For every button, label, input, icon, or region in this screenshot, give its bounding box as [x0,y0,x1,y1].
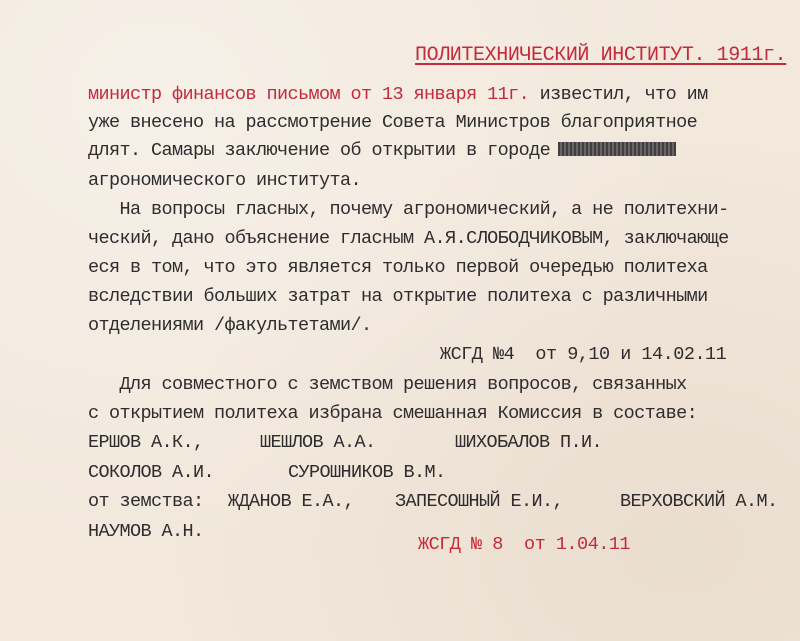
member-naumov: НАУМОВ А.Н. [88,521,204,542]
member-sokolov: СОКОЛОВ А.И. [88,462,215,483]
paragraph2-line3: еся в том, что это является только первой очередью политеха [88,257,708,278]
member-suroshnikov: СУРОШНИКОВ В.М. [288,462,446,483]
paragraph1-line2: уже внесено на рассмотрение Совета Министров благоприятное [88,112,698,133]
paragraph1-line1-red: министр финансов письмом от 13 января 11г. [88,84,530,105]
paragraph2-line2: ческий, дано объяснение гласным А.Я.СЛОБОДЧИКОВЫМ, заключающе [88,228,729,249]
member-shikhobalov: ШИХОБАЛОВ П.И. [455,432,603,453]
member-zapesoshny: ЗАПЕСОШНЫЙ Е.И., [395,491,564,512]
reference-zhsgd-8: ЖСГД № 8 от 1.04.11 [418,534,631,555]
document-heading: ПОЛИТЕХНИЧЕСКИЙ ИНСТИТУТ. 1911г. [415,44,787,67]
paragraph1-line1-black: известил, что им [529,84,708,105]
struck-out-word [558,142,676,156]
paragraph2-line5: отделениями /факультетами/. [88,315,372,336]
paragraph3-line1: Для совместного с земством решения вопросов, связанных [88,374,687,395]
reference-zhsgd-4: ЖСГД №4 от 9,10 и 14.02.11 [440,344,727,365]
member-ershov: ЕРШОВ А.К., [88,432,204,453]
paragraph1-line3 [88,140,676,162]
paragraph3-line2: с открытием политеха избрана смешанная Комиссия в составе: [88,403,698,424]
member-sheshlov: ШЕШЛОВ А.А. [260,432,376,453]
paragraph1-line1 [88,84,708,106]
paragraph1-line3-text: длят. Самары заключение об открытии в городе [88,140,551,161]
paragraph2-line1: На вопросы гласных, почему агрономический, а не политехни- [88,199,729,220]
paragraph1-line4: агрономического института. [88,170,362,191]
member-verkhovsky: ВЕРХОВСКИЙ А.М. [620,491,778,512]
paragraph2-line4: вследствии больших затрат на открытие политеха с различными [88,286,708,307]
zemstvo-label: от земства: [88,491,204,512]
member-zhdanov: ЖДАНОВ Е.А., [228,491,355,512]
